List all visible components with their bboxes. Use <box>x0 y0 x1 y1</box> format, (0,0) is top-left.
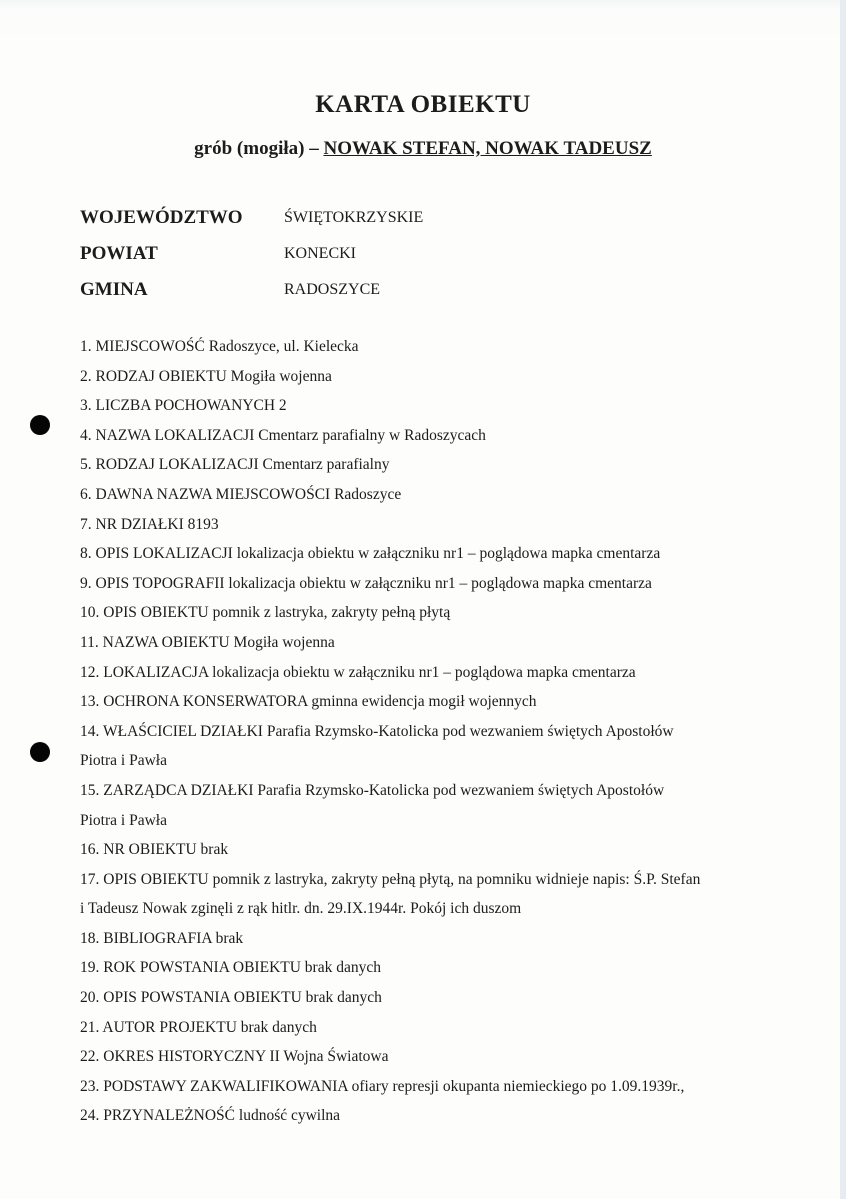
admin-row-county <box>80 236 423 272</box>
subtitle-names: NOWAK STEFAN, NOWAK TADEUSZ <box>323 138 652 159</box>
admin-label: POWIAT <box>80 243 158 264</box>
detail-line: 14. WŁAŚCICIEL DZIAŁKI Parafia Rzymsko-Katolicka pod wezwaniem świętych Apostołów <box>80 722 674 740</box>
admin-label: WOJEWÓDZTWO <box>80 207 243 228</box>
detail-line: 4. NAZWA LOKALIZACJI Cmentarz parafialny w Radoszycach <box>80 426 486 444</box>
admin-value: ŚWIĘTOKRZYSKIE <box>284 209 424 226</box>
admin-value: RADOSZYCE <box>284 281 381 298</box>
detail-line: 12. LOKALIZACJA lokalizacja obiektu w załączniku nr1 – poglądowa mapka cmentarza <box>80 663 636 681</box>
detail-line: 17. OPIS OBIEKTU pomnik z lastryka, zakryty pełną płytą, na pomniku widnieje napis: Ś.P. Stefan <box>80 870 701 888</box>
detail-line: 8. OPIS LOKALIZACJI lokalizacja obiektu w załączniku nr1 – poglądowa mapka cmentarza <box>80 545 661 563</box>
detail-line: 9. OPIS TOPOGRAFII lokalizacja obiektu w załączniku nr1 – poglądowa mapka cmentarza <box>80 574 652 592</box>
subtitle-prefix: grób (mogiła) – <box>194 138 324 159</box>
detail-line: 18. BIBLIOGRAFIA brak <box>80 929 244 947</box>
admin-label: GMINA <box>80 279 148 300</box>
detail-line: 3. LICZBA POCHOWANYCH 2 <box>80 397 287 415</box>
document-title: KARTA OBIEKTU <box>315 91 531 118</box>
detail-line-continuation: i Tadeusz Nowak zginęli z rąk hitlr. dn. 29.IX.1944r. Pokój ich duszom <box>80 900 522 918</box>
punch-hole-bottom <box>30 742 50 762</box>
detail-line-continuation: Piotra i Pawła <box>80 752 167 770</box>
detail-line: 19. ROK POWSTANIA OBIEKTU brak danych <box>80 959 381 977</box>
detail-line: 24. PRZYNALEŻNOŚĆ ludność cywilna <box>80 1107 341 1125</box>
detail-line: 2. RODZAJ OBIEKTU Mogiła wojenna <box>80 367 332 385</box>
detail-line: 16. NR OBIEKTU brak <box>80 841 229 859</box>
admin-value: KONECKI <box>284 245 356 262</box>
detail-line: 11. NAZWA OBIEKTU Mogiła wojenna <box>80 633 335 651</box>
detail-line: 7. NR DZIAŁKI 8193 <box>80 515 219 533</box>
detail-line: 1. MIEJSCOWOŚĆ Radoszyce, ul. Kielecka <box>80 338 359 355</box>
detail-line: 5. RODZAJ LOKALIZACJI Cmentarz parafialny <box>80 456 390 474</box>
detail-line: 13. OCHRONA KONSERWATORA gminna ewidencja mogił wojennych <box>80 693 537 711</box>
detail-line: 23. PODSTAWY ZAKWALIFIKOWANIA ofiary represji okupanta niemieckiego po 1.09.1939r., <box>80 1077 685 1095</box>
admin-row-voivodeship <box>80 200 423 236</box>
detail-line: 20. OPIS POWSTANIA OBIEKTU brak danych <box>80 989 382 1007</box>
detail-line: 22. OKRES HISTORYCZNY II Wojna Światowa <box>80 1048 389 1066</box>
detail-line: 10. OPIS OBIEKTU pomnik z lastryka, zakryty pełną płytą <box>80 604 451 622</box>
administrative-info <box>80 200 423 308</box>
admin-row-municipality <box>80 272 423 308</box>
punch-hole-top <box>30 415 50 435</box>
detail-line: 21. AUTOR PROJEKTU brak danych <box>80 1018 317 1036</box>
detail-line-continuation: Piotra i Pawła <box>80 811 167 829</box>
document-subtitle <box>0 138 846 160</box>
detail-line: 6. DAWNA NAZWA MIEJSCOWOŚCI Radoszyce <box>80 485 402 503</box>
detail-line: 15. ZARZĄDCA DZIAŁKI Parafia Rzymsko-Katolicka pod wezwaniem świętych Apostołów <box>80 781 665 799</box>
object-details-list <box>80 332 800 1131</box>
